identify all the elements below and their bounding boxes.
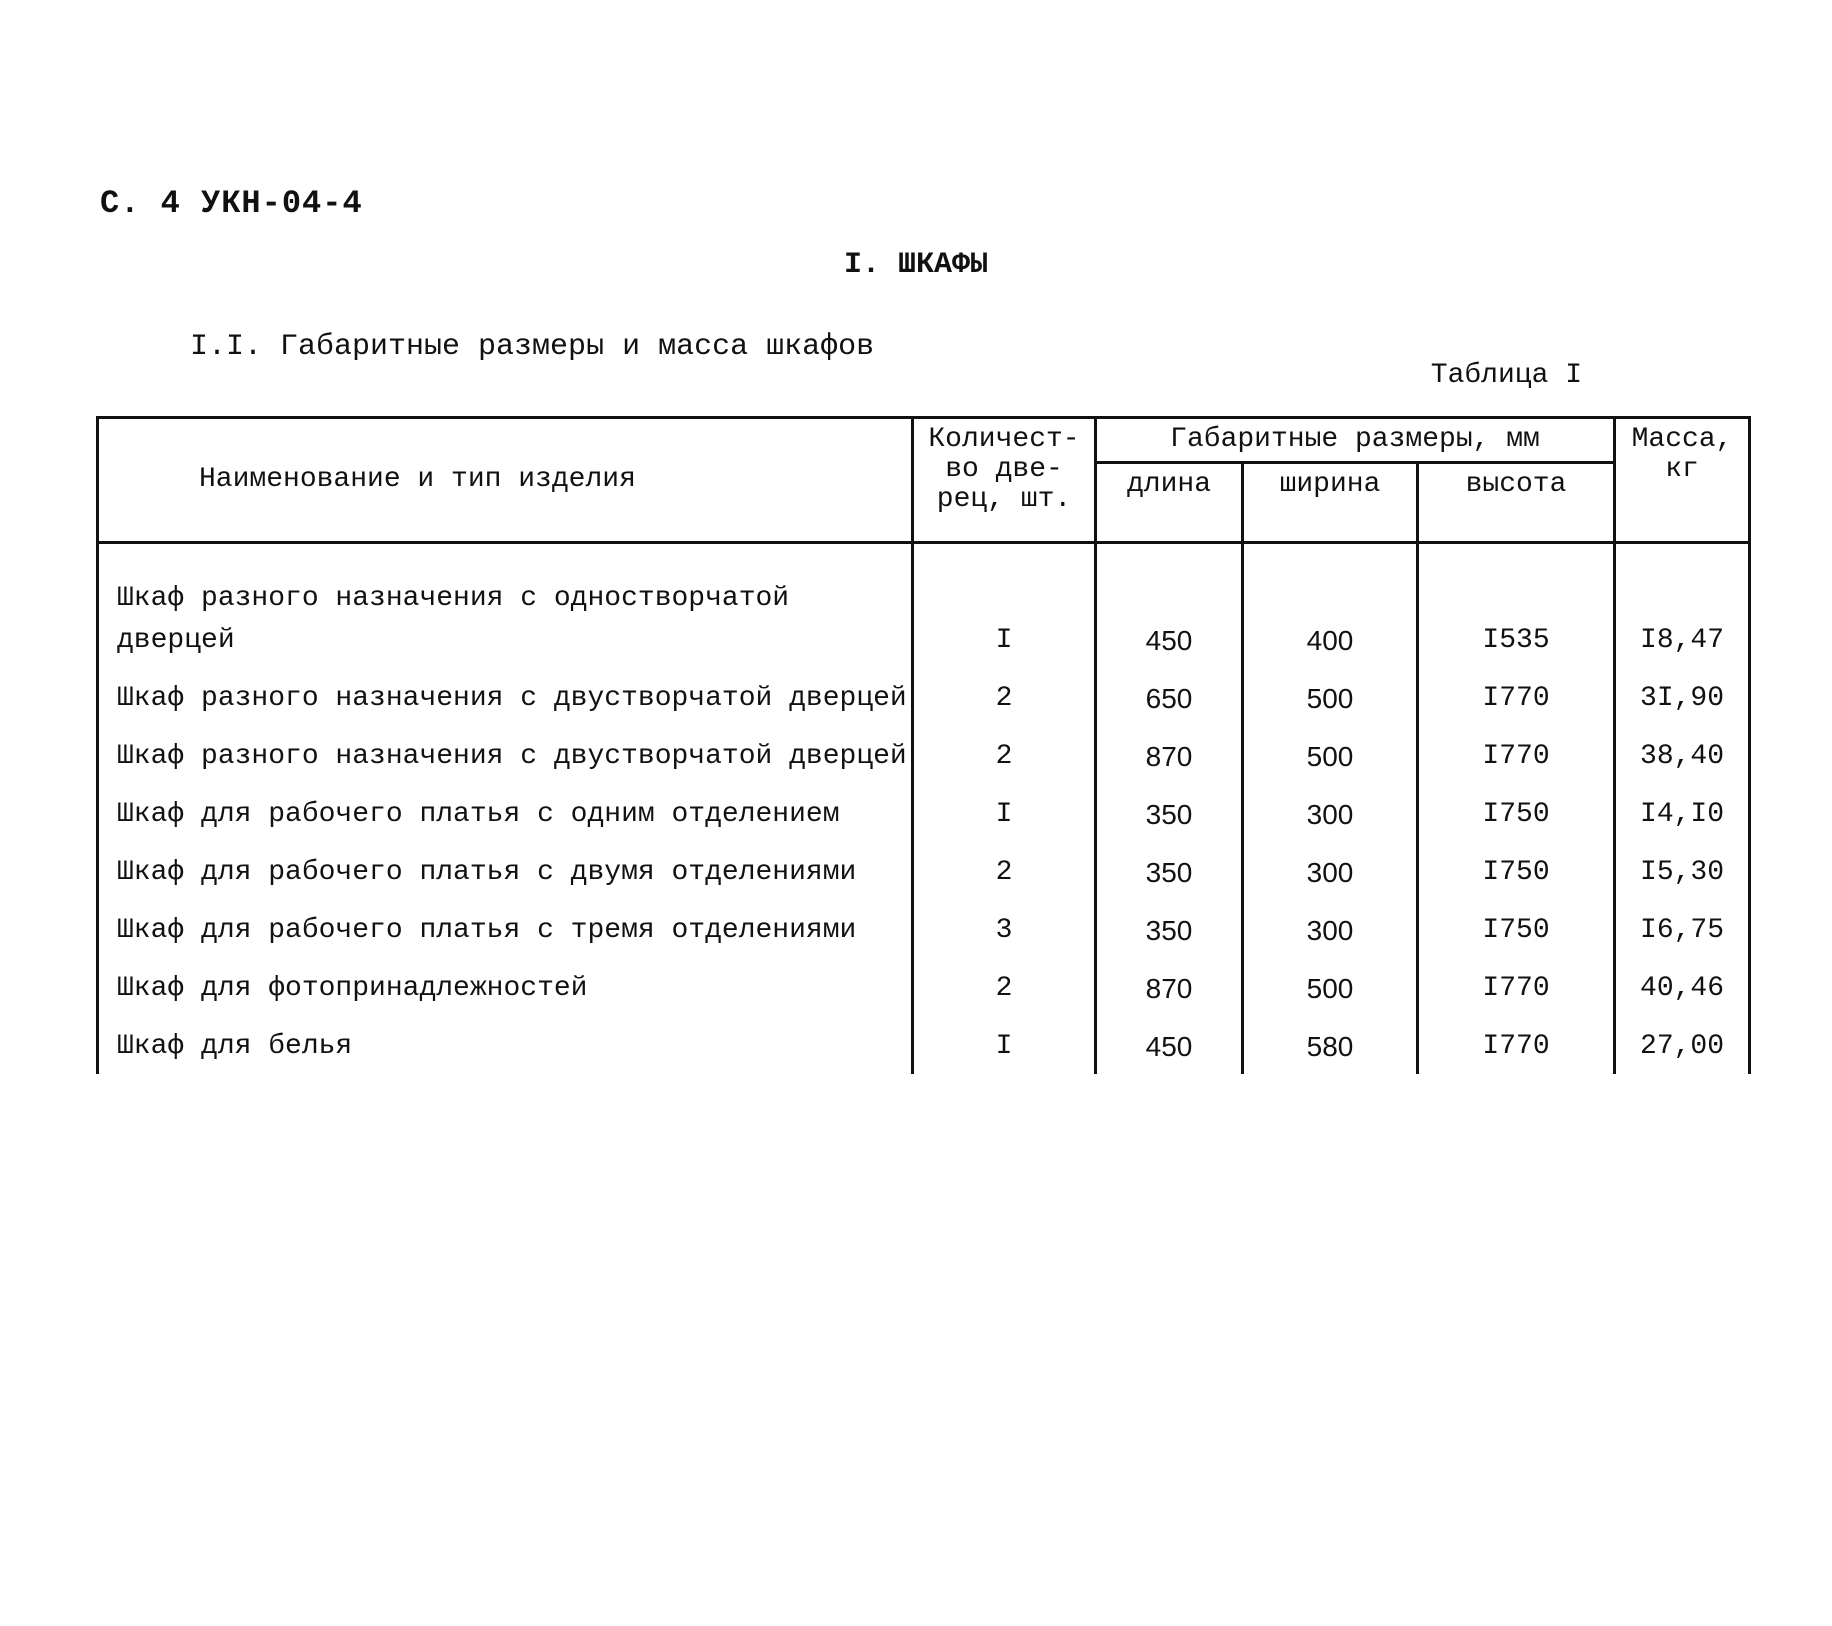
page-header: С. 4 УКН-04-4	[100, 185, 363, 222]
cell-doors: I	[913, 794, 1096, 852]
cell-mass: I4,I0	[1615, 794, 1750, 852]
cell-doors: 2	[913, 968, 1096, 1026]
header-width: ширина	[1243, 463, 1418, 543]
header-mass: Масса, кг	[1615, 418, 1750, 543]
cell-doors: 2	[913, 678, 1096, 736]
cell-height: I770	[1418, 1026, 1615, 1074]
cell-mass: I8,47	[1615, 543, 1750, 679]
cell-width: 500	[1243, 968, 1418, 1026]
table-row	[98, 678, 1750, 736]
cell-length: 650	[1096, 678, 1243, 736]
cell-width: 300	[1243, 794, 1418, 852]
cell-height: I750	[1418, 852, 1615, 910]
cell-height: I535	[1418, 543, 1615, 679]
cell-mass: I6,75	[1615, 910, 1750, 968]
cell-length: 870	[1096, 736, 1243, 794]
table-row	[98, 736, 1750, 794]
cell-width: 400	[1243, 543, 1418, 679]
cell-doors: 2	[913, 736, 1096, 794]
cell-doors: 3	[913, 910, 1096, 968]
cell-height: I770	[1418, 678, 1615, 736]
cell-height: I770	[1418, 736, 1615, 794]
cell-length: 450	[1096, 543, 1243, 679]
cell-length: 350	[1096, 910, 1243, 968]
table-row	[98, 794, 1750, 852]
table-row	[98, 968, 1750, 1026]
header-doors: Количест-во две-рец, шт.	[913, 418, 1096, 543]
header-length: длина	[1096, 463, 1243, 543]
cell-height: I750	[1418, 794, 1615, 852]
cell-mass: 27,00	[1615, 1026, 1750, 1074]
cell-name: Шкаф для белья	[98, 1026, 913, 1074]
cell-name: Шкаф разного назначения с двустворчатой дверцей	[98, 678, 913, 736]
cell-name: Шкаф для рабочего платья с тремя отделениями	[98, 910, 913, 968]
cell-length: 350	[1096, 794, 1243, 852]
cell-name: Шкаф для рабочего платья с двумя отделениями	[98, 852, 913, 910]
cell-mass: 38,40	[1615, 736, 1750, 794]
cell-doors: I	[913, 543, 1096, 679]
cabinets-table	[96, 416, 1751, 1074]
header-dimensions: Габаритные размеры, мм	[1096, 418, 1615, 463]
cell-width: 500	[1243, 736, 1418, 794]
cell-width: 580	[1243, 1026, 1418, 1074]
cell-name: Шкаф для фотопринадлежностей	[98, 968, 913, 1026]
cell-width: 300	[1243, 910, 1418, 968]
section-title: I. ШКАФЫ	[843, 248, 989, 282]
table-caption: Таблица I	[1430, 360, 1582, 391]
header-height: высота	[1418, 463, 1615, 543]
cell-name: Шкаф разного назначения с одностворчатой дверцей	[98, 543, 913, 679]
table-row	[98, 910, 1750, 968]
table-row	[98, 543, 1750, 679]
cell-length: 350	[1096, 852, 1243, 910]
cell-doors: I	[913, 1026, 1096, 1074]
cell-width: 500	[1243, 678, 1418, 736]
cell-mass: 3I,90	[1615, 678, 1750, 736]
cell-doors: 2	[913, 852, 1096, 910]
cell-height: I770	[1418, 968, 1615, 1026]
cell-length: 450	[1096, 1026, 1243, 1074]
cell-width: 300	[1243, 852, 1418, 910]
table-row	[98, 852, 1750, 910]
cell-mass: I5,30	[1615, 852, 1750, 910]
table-row	[98, 1026, 1750, 1074]
cell-name: Шкаф для рабочего платья с одним отделением	[98, 794, 913, 852]
cell-name: Шкаф разного назначения с двустворчатой дверцей	[98, 736, 913, 794]
cell-mass: 40,46	[1615, 968, 1750, 1026]
subsection-title: I.I. Габаритные размеры и масса шкафов	[190, 330, 875, 364]
cell-length: 870	[1096, 968, 1243, 1026]
header-name: Наименование и тип изделия	[98, 418, 913, 543]
cell-height: I750	[1418, 910, 1615, 968]
